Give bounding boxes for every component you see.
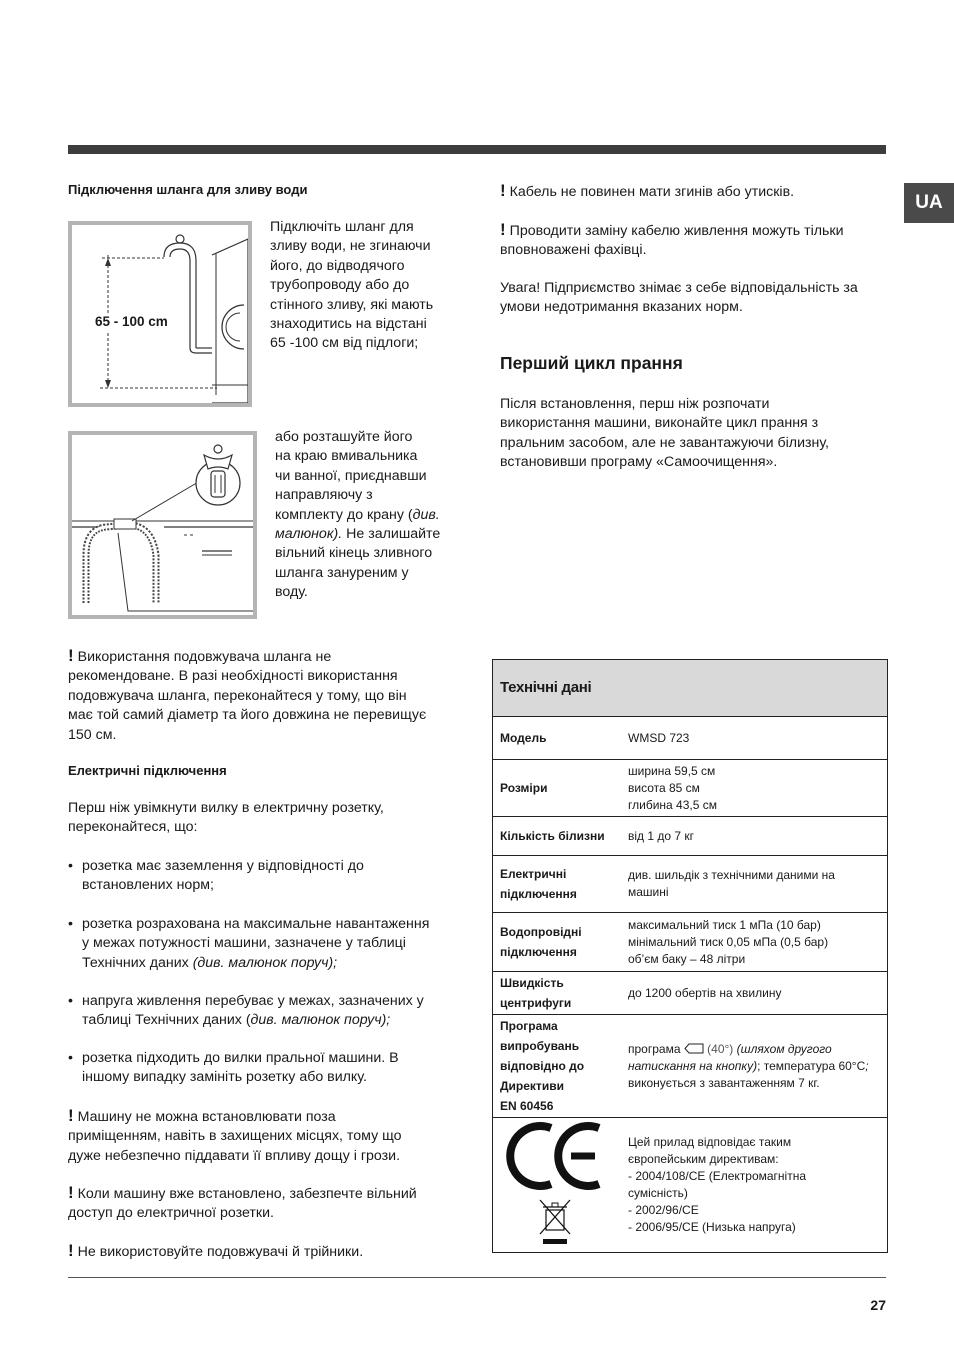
liability-note <box>500 279 858 318</box>
text-line: Перш ніж увімкнути вилку в електричну розетку, <box>68 800 384 816</box>
text-line: Підключіть шланг для <box>270 219 414 235</box>
text-line: вільний кінець зливного <box>275 545 433 562</box>
text-line <box>82 954 429 973</box>
weee-bin-icon <box>540 1200 570 1244</box>
text-span: ; температура 60°C <box>757 1058 866 1073</box>
electrical-heading: Електричні підключення <box>68 763 227 778</box>
bullet-item <box>68 1049 399 1088</box>
text-line <box>68 1106 402 1127</box>
sink-edge-drawing <box>72 435 253 615</box>
text-span-italic: див. <box>412 506 440 523</box>
first-cycle-heading: Перший цикл прання <box>500 353 683 373</box>
row-value <box>621 1015 888 1118</box>
text-line: подовжувача шланга, переконайтеся у тому, що він <box>68 687 407 704</box>
text-span: Не залишайте <box>342 526 441 543</box>
text-line: використання машини, виконайте цикл прання з <box>500 415 819 432</box>
text-line: Програма <box>500 1019 558 1033</box>
text-line: відповідно до <box>500 1059 585 1073</box>
text-line <box>275 525 440 544</box>
row-value <box>621 856 888 913</box>
text-span-italic: малюнок). <box>275 526 343 543</box>
text-line <box>500 220 844 241</box>
text-span: програма <box>628 1041 684 1056</box>
text-line: ширина 59,5 см <box>628 763 716 778</box>
text-line <box>628 1058 881 1075</box>
text-line: розетка підходить до вилки пральної машини. В <box>82 1050 399 1066</box>
extension-cord-warning <box>68 1241 363 1262</box>
text-line <box>275 506 440 525</box>
top-rule <box>68 145 886 154</box>
text-line: підключення <box>500 945 577 959</box>
warning-icon: ! <box>68 646 74 665</box>
table-title: Технічні дані <box>493 660 887 716</box>
text-span-italic: (див. малюнок поруч); <box>192 954 338 971</box>
text-span: Технічних даних <box>82 954 193 971</box>
text-line: трубопроводу або до <box>270 277 410 294</box>
text-line: виконується з завантаженням 7 кг. <box>628 1075 820 1090</box>
row-key <box>493 913 621 972</box>
warning-icon: ! <box>68 1183 74 1202</box>
socket-access-warning <box>68 1183 417 1224</box>
sink-edge-illustration <box>68 431 257 619</box>
text-line: переконайтеся, що: <box>68 819 198 836</box>
row-value <box>621 1118 888 1252</box>
cable-warning <box>500 181 794 202</box>
text-span: Коли машину вже встановлено, забезпечте вільний <box>77 1186 417 1202</box>
text-line: - 2002/96/CE <box>628 1202 699 1217</box>
warning-icon: ! <box>68 1241 74 1260</box>
row-value: WMSD 723 <box>621 717 888 760</box>
text-line: 65 -100 см від підлоги; <box>270 335 419 352</box>
table-row <box>493 817 888 856</box>
table-row <box>493 717 888 760</box>
row-key <box>493 1015 621 1118</box>
text-line <box>68 646 468 667</box>
bullet-icon: • <box>68 916 73 932</box>
text-line <box>82 1011 424 1030</box>
text-line: дуже небезпечно піддавати її впливу дощу і грози. <box>68 1147 401 1164</box>
warning-icon: ! <box>500 181 506 200</box>
text-span: (40°) <box>703 1041 737 1056</box>
table-row <box>493 913 888 972</box>
drain-hose-heading: Підключення шланга для зливу води <box>68 182 308 197</box>
text-line: Електричні <box>500 867 567 881</box>
row-value: до 1200 обертів на хвилину <box>621 972 888 1015</box>
text-line: встановивши програму «Самоочищення». <box>500 454 778 471</box>
text-line: розетка має заземлення у відповідності до <box>82 858 364 874</box>
program-icon <box>684 1043 704 1054</box>
text-line: сумісність) <box>628 1185 688 1200</box>
text-line: направляючу з <box>275 487 373 504</box>
text-line: умови недотримання вказаних норм. <box>500 299 743 316</box>
electrical-intro <box>68 799 384 838</box>
text-line: іншому випадку замініть розетку або вилку. <box>82 1069 367 1086</box>
text-line: EN 60456 <box>500 1099 554 1113</box>
text-line: див. шильдік з технічними даними на <box>628 868 835 882</box>
text-line: розетка розрахована на максимальне навантаження <box>82 916 430 932</box>
text-line: пральним засобом, але не завантажуючи білизну, <box>500 434 829 451</box>
text-span-italic: ; <box>865 1058 869 1073</box>
language-tab: UA <box>904 183 954 223</box>
row-value: від 1 до 7 кг <box>621 817 888 856</box>
text-line: доступ до електричної розетки. <box>68 1205 274 1222</box>
text-line: стінного зливу, які мають <box>270 296 434 313</box>
warning-icon: ! <box>500 220 506 239</box>
bullet-item <box>68 992 424 1031</box>
technical-data-table <box>492 659 888 1253</box>
bullet-item <box>68 915 429 973</box>
outdoor-warning <box>68 1106 402 1166</box>
text-line: - 2004/108/CE (Електромагнітна <box>628 1168 807 1183</box>
text-line: у межах потужності машини, зазначене у таблиці <box>82 935 406 952</box>
text-line: мінімальний тиск 0,05 мПа (0,5 бар) <box>628 934 829 949</box>
first-cycle-text <box>500 395 829 473</box>
text-line: встановлених норм; <box>82 877 214 894</box>
text-line: Швидкість <box>500 976 564 990</box>
text-line: Водопровідні <box>500 925 582 939</box>
text-span: Машину не можна встановлювати поза <box>77 1109 336 1125</box>
text-line: глибина 43,5 см <box>628 797 717 812</box>
text-line <box>68 1183 417 1204</box>
text-span-italic: див. малюнок поруч); <box>250 1012 391 1029</box>
text-line: європейським директивам: <box>628 1151 779 1166</box>
text-line <box>628 1041 881 1058</box>
row-key <box>493 972 621 1015</box>
text-span: Проводити заміну кабелю живлення можуть тільки <box>509 223 844 239</box>
bullet-item <box>68 857 364 896</box>
text-span-italic: (шляхом другого <box>736 1041 832 1056</box>
text-line: приміщенням, навіть в захищених місцях, тому що <box>68 1128 402 1145</box>
text-span: комплекту до крану ( <box>275 506 413 523</box>
table-row <box>493 972 888 1015</box>
text-span: Використання подовжувача шланга не <box>77 649 332 665</box>
height-range-label: 65 - 100 cm <box>95 314 168 329</box>
wall-drain-illustration <box>68 221 252 407</box>
text-line: зливу води, не згинаючи <box>270 238 431 255</box>
text-line: випробувань <box>500 1039 580 1053</box>
text-span: таблиці Технічних даних ( <box>82 1012 251 1029</box>
row-value <box>621 760 888 817</box>
text-line: машині <box>628 885 669 899</box>
text-line: Цей прилад відповідає таким <box>628 1134 792 1149</box>
text-line: його, до відводячого <box>270 257 405 274</box>
text-line: воду. <box>275 584 308 601</box>
table-row <box>493 760 888 817</box>
ce-mark-cell <box>493 1118 621 1252</box>
text-line: знаходитись на відстані <box>270 316 427 333</box>
replacement-warning <box>500 220 844 261</box>
row-value <box>621 913 888 972</box>
spec-rows <box>493 716 888 1252</box>
table-row <box>493 1118 888 1252</box>
text-line: максимальний тиск 1 мПа (10 бар) <box>628 917 821 932</box>
text-line: вповноважені фахівці. <box>500 242 647 259</box>
text-line: Директиви <box>500 1079 564 1093</box>
text-span: Кабель не повинен мати згинів або утисків. <box>509 184 795 200</box>
text-span-italic: натискання на кнопку) <box>628 1058 758 1073</box>
bullet-icon: • <box>68 993 73 1009</box>
text-line: має той самий діаметр та його довжина не перевищує <box>68 707 427 724</box>
row-key: Кількість білизни <box>493 817 621 856</box>
warning-icon: ! <box>68 1106 74 1125</box>
text-line: рекомендоване. В разі необхідності використання <box>68 668 398 685</box>
text-line: 150 см. <box>68 726 117 743</box>
bullet-icon: • <box>68 1050 73 1066</box>
ce-mark-icon <box>505 1118 609 1246</box>
page-number: 27 <box>870 1297 886 1313</box>
bottom-rule <box>68 1277 886 1278</box>
row-key: Модель <box>493 717 621 760</box>
bullet-icon: • <box>68 858 73 874</box>
text-line: Увага! Підприємство знімає з себе відповідальність за <box>500 280 858 296</box>
text-line: об’єм баку – 48 літри <box>628 951 746 966</box>
row-key: Розміри <box>493 760 621 817</box>
text-line: центрифуги <box>500 996 572 1010</box>
text-line: Після встановлення, перш ніж розпочати <box>500 396 770 412</box>
drain-instructions <box>270 218 433 354</box>
text-line: шланга зануреним у <box>275 564 409 581</box>
text-line: на краю вмивальника <box>275 448 418 465</box>
text-line: підключення <box>500 887 577 901</box>
row-key <box>493 856 621 913</box>
text-line: - 2006/95/CE (Низька напруга) <box>628 1219 796 1234</box>
text-line: чи ванної, приєднавши <box>275 467 427 484</box>
text-span: Не використовуйте подовжувачі й трійники. <box>77 1244 364 1260</box>
text-line: напруга живлення перебуває у межах, зазначених у <box>82 993 424 1009</box>
table-row <box>493 856 888 913</box>
table-row <box>493 1015 888 1118</box>
text-line: або розташуйте його <box>275 429 413 445</box>
extension-warning <box>68 646 468 745</box>
sink-instructions <box>275 428 440 603</box>
text-line: висота 85 см <box>628 780 700 795</box>
